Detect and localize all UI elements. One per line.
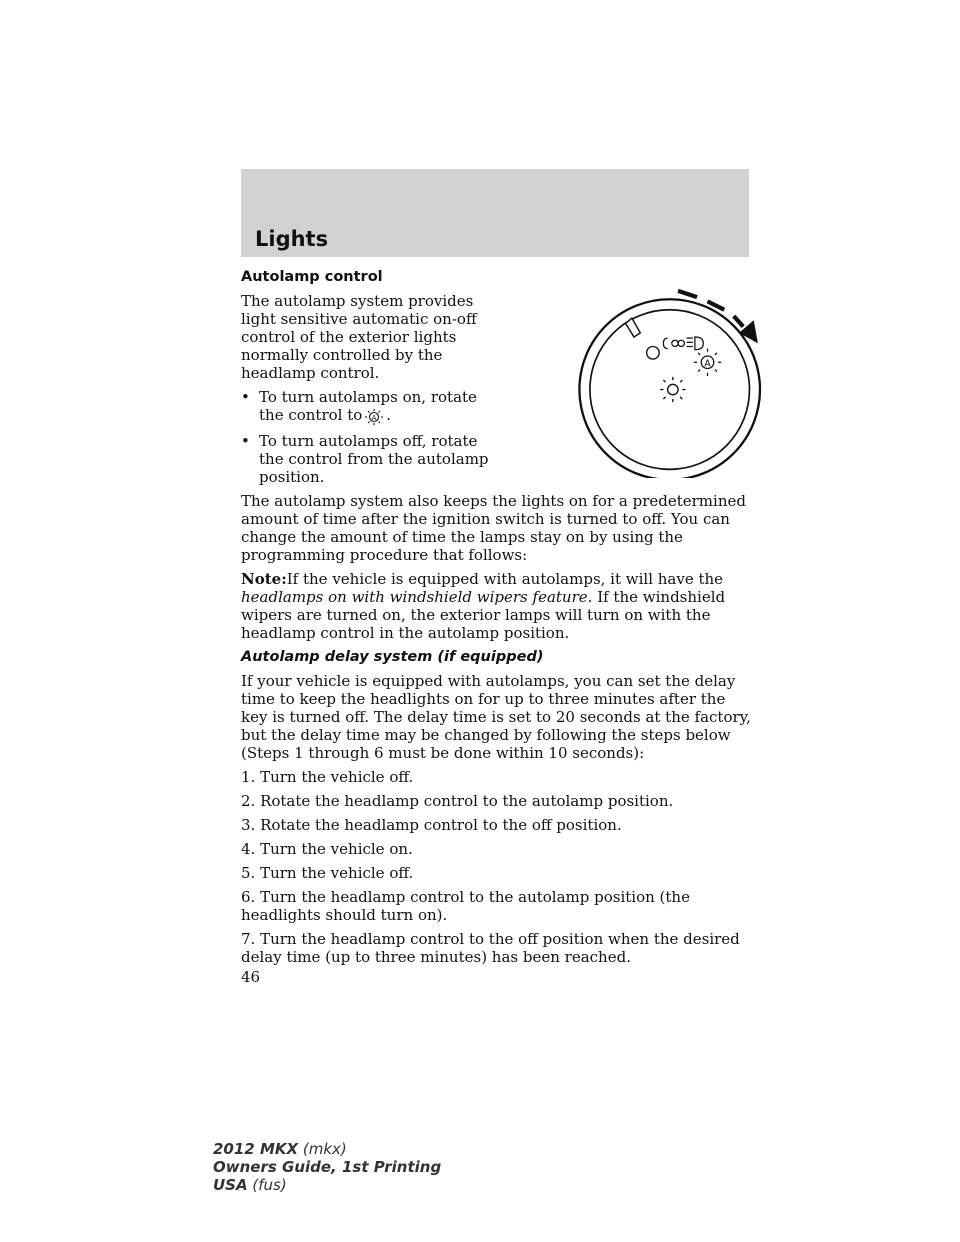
footer-model-code: (mkx) — [302, 1140, 347, 1158]
note-text-post: If the windshield wipers are turned on, the exterior lamps will turn on with the headlamp control in the autolamp position. — [241, 588, 726, 642]
autolamp-intro-paragraph: The autolamp system provides light sensitive automatic on-off control of the exterior lights normally controlled by the headlamp control. — [241, 292, 477, 382]
step-1: 1. Turn the vehicle off. — [241, 768, 414, 786]
note-paragraph — [241, 570, 753, 642]
note-text-pre: If the vehicle is equipped with autolamps, it will have the — [286, 570, 724, 588]
footer-line-3 — [213, 1176, 441, 1194]
step-5: 5. Turn the vehicle off. — [241, 864, 414, 882]
step-3: 3. Rotate the headlamp control to the off position. — [241, 816, 622, 834]
autolamp-delay-paragraph: The autolamp system also keeps the lights on for a predetermined amount of time after the ignition switch is turned to off. You can change the amount of time the lamps stay on by using the programming procedure that follows: — [241, 492, 746, 564]
bullet-turn-on — [241, 388, 506, 426]
footer-market-code: (fus) — [252, 1176, 287, 1194]
headlamp-control-diagram — [571, 278, 781, 478]
bullet-turn-off: • To turn autolamps off, rotate the control from the autolamp position. — [241, 432, 506, 486]
off-position-icon — [647, 347, 660, 360]
footer-market: USA — [213, 1176, 248, 1194]
document-footer — [213, 1140, 441, 1194]
note-text-italic: headlamps on with windshield wipers feature. — [241, 588, 593, 606]
step-6: 6. Turn the headlamp control to the autolamp position (the headlights should turn on). — [241, 888, 690, 924]
bullet-turn-on-period: . — [386, 406, 392, 424]
svg-text:A: A — [371, 414, 377, 422]
footer-model: 2012 MKX — [213, 1140, 299, 1158]
page-number: 46 — [241, 968, 261, 986]
footer-line-2: Owners Guide, 1st Printing — [213, 1158, 442, 1176]
delay-intro-paragraph: If your vehicle is equipped with autolamps, you can set the delay time to keep the headlights on for up to three minutes after the key is turned off. The delay time is set to 20 seconds at the factory, but the delay time may be changed by following the steps below (Steps 1 through 6 must be done within 10 seconds): — [241, 672, 751, 762]
autolamp-control-heading: Autolamp control — [241, 269, 383, 285]
autolamp-delay-heading: Autolamp delay system (if equipped) — [241, 649, 544, 665]
section-title: Lights — [255, 227, 329, 251]
bullet-turn-on-text: To turn autolamps on, rotate the control to — [259, 388, 477, 424]
step-7: 7. Turn the headlamp control to the off position when the desired delay time (up to three minutes) has been reached. — [241, 930, 740, 966]
autolamp-intro-column — [241, 292, 506, 486]
svg-text:A: A — [704, 358, 711, 370]
page-body — [241, 268, 753, 972]
dial-inner-ring — [590, 310, 750, 470]
footer-line-1 — [213, 1140, 441, 1158]
autolamp-inline-icon — [362, 408, 386, 426]
note-label: Note: — [241, 570, 287, 588]
autolamp-bullet-list — [241, 388, 506, 486]
step-4: 4. Turn the vehicle on. — [241, 840, 413, 858]
section-header-band — [241, 169, 749, 257]
step-2: 2. Rotate the headlamp control to the autolamp position. — [241, 792, 674, 810]
